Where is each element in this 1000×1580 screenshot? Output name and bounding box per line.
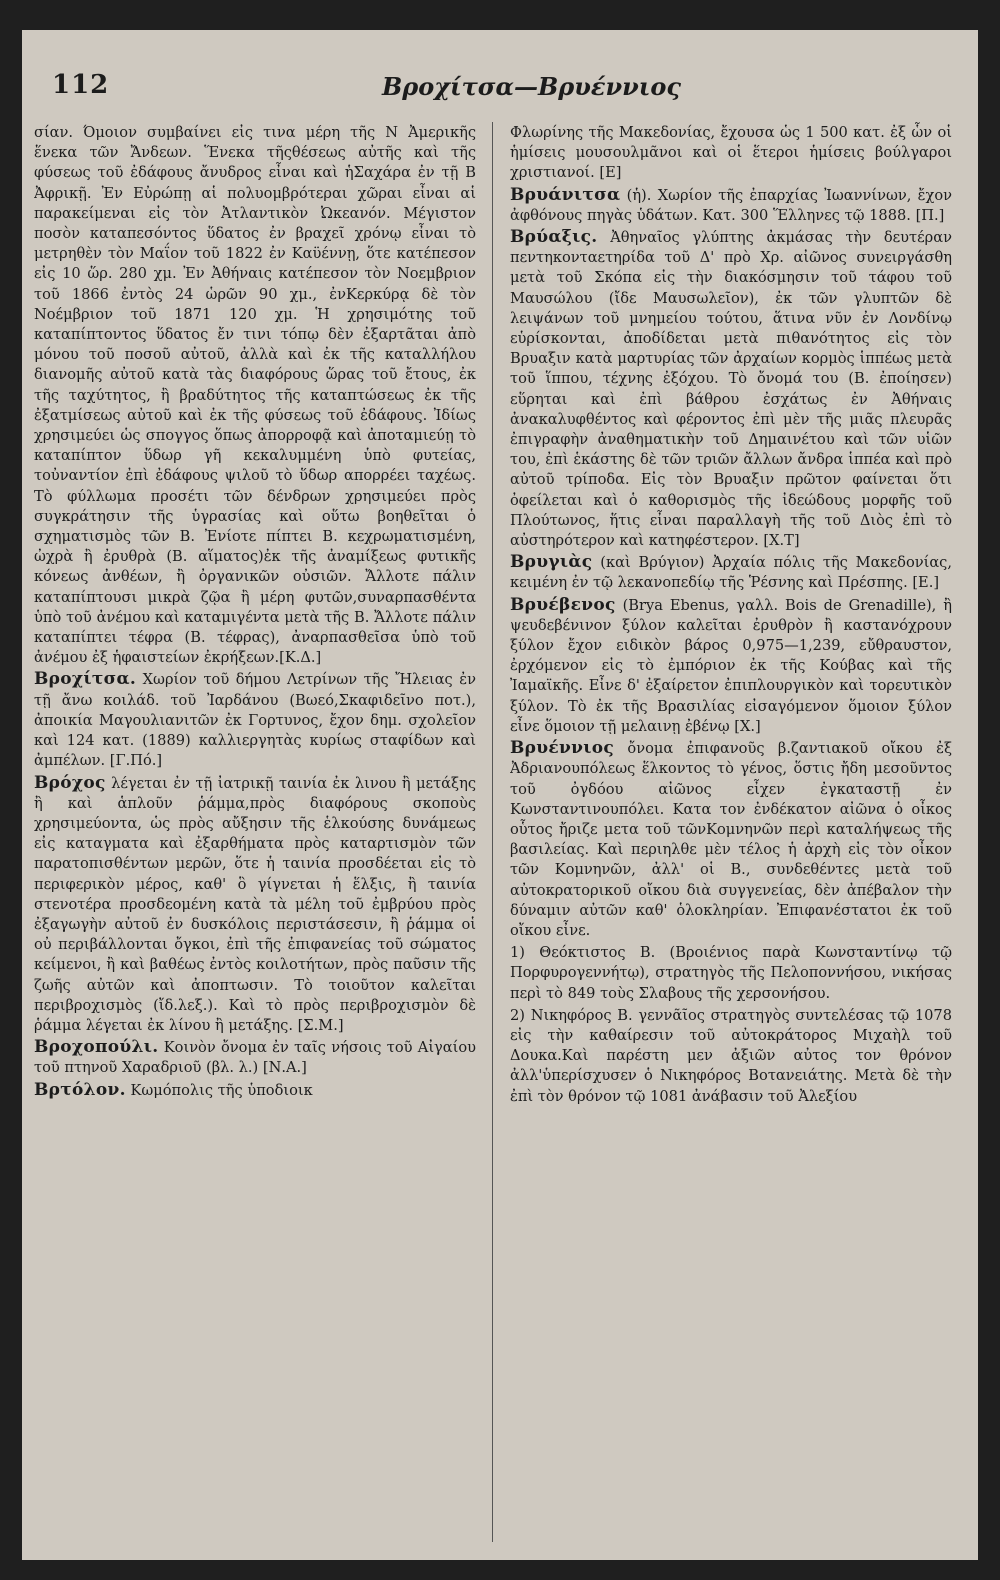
entry-headword: Βρόχος	[34, 772, 106, 793]
entry	[510, 227, 952, 551]
entry-text: σίαν. Όμοιον συμβαίνει εἰς τινα μέρη τῆς Ν Ἀμερικῆς ἕνεκα τῶν Ἄνδεων. Ἕνεκα τῆςθέσεως αὐτῆς καὶ τῆς φύσεως τοῦ ἐδάφους ἄνυδρος εἶναι καὶ ἡΣαχάρα ἐν τῇ Β Ἀφρικῇ. Ἐν Εὐρώπῃ αἱ πολυομβρότεραι χῶραι εἶναι αἱ παρακείμεναι εἰς τὸν Ἀτλαντικὸν Ὠκεανόν. Μέγιστον ποσὸν καταπεσόντος ὕδατος ἐν βραχεῖ χρόνῳ εἶναι τὸ μετρηθὲν τὸν Μαΐον τοῦ 1822 ἐν Καϋέννῃ, ὅτε κατέπεσον εἰς 10 ὥρ. 280 χμ. Ἐν Ἀθήναις κατέπεσον τὸν Νοεμβριον τοῦ 1866 ἐντὸς 24 ὡρῶν 90 χμ., ἐνΚερκύρᾳ δὲ τὸν Νοέμβριον τοῦ 1871 120 χμ. Ἡ χρησιμότης τοῦ καταπίπτοντος ὕδατος ἔν τινι τόπῳ δὲν ἐξαρτᾶται ἀπὸ μόνου τοῦ ποσοῦ αὐτοῦ, ἀλλὰ καὶ ἐκ τῆς καταλλήλου διανομῆς αὐτοῦ κατὰ τὰς διαφόρους ὥρας τοῦ ἔτους, ἐκ τῆς ταχύτητος, ἢ βραδύτητος τῆς καταπτώσεως ἐκ τῆς ἐξατμίσεως αὐτοῦ καὶ ἐκ τῆς φύσεως τοῦ ἐδάφους. Ἰδίως χρησιμεύει ὡς σπογγος ὅπως ἀπορροφᾷ καὶ ἀποταμιεύῃ τὸ καταπίπτον ὕδωρ γῆ κεκαλυμμένη ὑπὸ φυτείας, τοὐναντίον ἐπὶ ἐδάφους ψιλοῦ τὸ ὕδωρ απορρέει ταχέως. Τὸ φύλλωμα προσέτι τῶν δένδρων χρησιμεύει πρὸς συγκράτησιν τῆς ὑγρασίας καὶ οὕτω βοηθεῖται ὁ σχηματισμὸς τῶν Β. Ἐνίοτε πίπτει Β. κεχρωματισμένη, ὠχρὰ ἢ ἐρυθρὰ (Β. αἵματος)ἐκ τῆς ἀναμίξεως φυτικῆς κόνεως ἀνθέων, ἢ ὀργανικῶν οὐσιῶν. Ἄλλοτε πάλιν καταπίπτουσι μικρὰ ζῷα ἢ μέρη φυτῶν,συναρπασθέντα ὑπὸ τοῦ ἀνέμου καὶ καταμιγέντα μετὰ τῆς Β. Ἄλλοτε πάλιν καταπίπτει τέφρα (Β. τέφρας), ἀναρπασθεῖσα ὑπὸ τοῦ ἀνέμου ἐξ ἡφαιστείων ἐκρήξεων.[Κ.Δ.]	[34, 124, 476, 667]
entry-text: Ἀθηναῖος γλύπτης ἀκμάσας τὴν δευτέραν πεντηκονταετηρίδα τοῦ Δ' πρὸ Χρ. αἰῶνος συνειργάσθη μετὰ τοῦ Σκόπα εἰς τὴν διακόσμησιν τοῦ τάφου τοῦ Μαυσώλου (ἴδε Μαυσωλεῖον), ἐκ τῶν γλυπτῶν δὲ λειψάνων τοῦ μνημείου τούτου, ἅτινα νῦν ἐν Λονδίνῳ εὑρίσκονται, ἀποδίδεται μετὰ πιθανότητος εἰς τὸν Βρυαξιν κατὰ μαρτυρίας τῶν ἀρχαίων κορμὸς ἱππέως μετὰ τοῦ ἵππου, τέχνης ἐξόχου. Τὸ ὄνομά του (Β. ἐποίησεν) εὕρηται καὶ ἐπὶ βάθρου ἐσχάτως ἐν Ἀθήναις ἀνακαλυφθέντος καὶ φέροντος ἐπὶ μὲν τῆς μιᾶς πλευρᾶς ἐπιγραφὴν ἀναθηματικὴν τοῦ Δημαινέτου καὶ τῶν υἱῶν του, ἐπὶ ἑκάστης δὲ τῶν τριῶν ἄλλων ἄνδρα ἱππέα καὶ πρὸ αὐτοῦ τρίποδα. Εἰς τὸν Βρυαξιν πρῶτον φαίνεται ὅτι ὀφείλεται καὶ ὁ καθορισμὸς τῆς ἰδεώδους μορφῆς τοῦ Πλούτωνος, ἥτις εἶναι παραλλαγὴ τῆς τοῦ Διὸς ἐπὶ τὸ αὐστηρότερον καὶ κατηφέστερον. [Χ.Τ]	[510, 229, 952, 550]
entry-text: (καὶ Βρύγιον) Ἀρχαία πόλις τῆς Μακεδονίας, κειμένη ἐν τῷ λεκανοπεδίῳ τῆς Ῥέσνης καὶ Πρέσπης. [Ε.]	[510, 554, 952, 592]
entry-text: 1) Θεόκτιστος Β. (Βροιένιος παρὰ Κωνσταντίνῳ τῷ Πορφυρογεννήτῳ), στρατηγὸς τῆς Πελοποννήσου, νικήσας περὶ τὸ 849 τοὺς Σλαβους τῆς χερσονήσου.	[510, 944, 952, 1002]
entry	[510, 942, 952, 1004]
column-rule	[492, 122, 493, 1542]
entry	[510, 738, 952, 941]
entry-headword: Βρυγιὰς	[510, 552, 593, 573]
entry-text: Χωρίον τοῦ δήμου Λετρίνων τῆς Ἤλειας ἐν τῇ ἄνω κοιλάδ. τοῦ Ἰαρδάνου (Βωεό,Σκαφιδεῖνο ποτ.), ἀποικία Μαγουλιανιτῶν ἐκ Γορτυνος, ἔχον δημ. σχολεῖον καὶ 124 κατ. (1889) καλλιεργητὰς κυρίως σταφίδων καὶ ἀμπέλων. [Γ.Πό.]	[34, 671, 476, 770]
entry-headword: Βρυάνιτσα	[510, 184, 621, 205]
entry	[34, 773, 476, 1037]
entry-text: λέγεται ἐν τῇ ἰατρικῇ ταινία ἐκ λινου ἢ μετάξης ἢ καὶ ἁπλοῦν ῥάμμα,πρὸς διαφόρους σκοποὺς χρησιμεύοντα, ὡς πρὸς αὔξησιν τῆς ἑλκούσης δυνάμεως εἰς καταγματα καὶ ἐξαρθήματα πρὸς καταρτισμὸν τῶν παρατοπισθέντων μερῶν, ὅτε ἡ ταινία προσδέεται εἰς τὸ περιφερικὸν μέρος, καθ' ὃ γίγνεται ἡ ἕλξις, ἢ ταινία στενοτέρα προσδεομένη κατὰ τὰ μέλη τοῦ ἐμβρύου πρὸς ἐξαγωγὴν αὐτοῦ ἐν δυσκόλοις περιστάσεσιν, ἢ ῥάμμα οἱ οὐ περιβάλλονται ὄγκοι, ἐπὶ τῆς ἐπιφανείας τοῦ σώματος κείμενοι, ἢ καὶ βαθέως ἐντὸς κοιλοτήτων, πρὸς παῦσιν τῆς ζωῆς αὐτῶν καὶ ἀποπτωσιν. Τὸ τοιοῦτον καλεῖται περιβροχισμὸς (ἴδ.λεξ.). Καὶ τὸ πρὸς περιβροχισμὸν δὲ ῥάμμα λέγεται ἐκ λίνου ἢ μετάξης. [Σ.Μ.]	[34, 774, 476, 1034]
entry	[510, 595, 952, 737]
page-header	[22, 70, 978, 110]
entry-text: 2) Νικηφόρος Β. γεννᾶῖος στρατηγὸς συντελέσας τῷ 1078 εἰς τὴν καθαίρεσιν τοῦ αὐτοκράτορος Μιχαὴλ τοῦ Δουκα.Καὶ παρέστη μεν ἀξιῶν αὐτος τον θρόνον ἀλλ'ὑπερίσχυσεν ὁ Νικηφόρος Βοτανειάτης. Μετὰ δὲ τὴν ἐπὶ τὸν θρόνον τῷ 1081 ἀνάβασιν τοῦ Ἀλεξίου	[510, 1006, 952, 1105]
entry	[34, 669, 476, 771]
entry-text: (Brya Ebenus, γαλλ. Bois de Grenadille), ἢ ψευδεβένινον ξύλον καλεῖται ἐρυθρὸν ἢ καστανόχρουν ξύλον ἔχον ειδικὸν βάρος 0,975—1,239, εὔθραυστον, ἐρχόμενον εἰς τὸ ἐμπόριον ἐκ τῆς Κούβας καὶ τῆς Ἰαμαϊκῆς. Εἶνε δ' ἐξαίρετον ἐπιπλουργικὸν καὶ τορευτικὸν ξύλον. Τὸ ἐκ τῆς Βρασιλίας εἰσαγόμενον ὅμοιον ξύλον εἶνε ὅμοιον τῇ μελαινῃ ἐβένῳ [Χ.]	[510, 596, 952, 735]
entry-text: Φλωρίνης τῆς Μακεδονίας, ἔχουσα ὡς 1 500 κατ. ἐξ ὧν οἱ ἡμίσεις μουσουλμᾶνοι καὶ οἱ ἕτεροι ἡμίσεις βούλγαροι χριστιανοί. [Ε]	[510, 124, 952, 182]
entry-headword: Βροχίτσα.	[34, 669, 137, 690]
entry-text: (ἡ). Χωρίον τῆς ἐπαρχίας Ἰωαννίνων, ἔχον ἀφθόνους πηγὰς ὑδάτων. Κατ. 300 Ἕλληνες τῷ 1888. [Π.]	[510, 186, 952, 224]
entry-headword: Βρυέννιος	[510, 738, 615, 759]
entry	[34, 1037, 476, 1078]
dictionary-page	[22, 30, 978, 1560]
entry	[510, 185, 952, 226]
entry	[510, 122, 952, 184]
entry-text: Κοινὸν ὄνομα ἐν ταῖς νήσοις τοῦ Αἰγαίου τοῦ πτηνοῦ Χαραδριοῦ (βλ. λ.) [Ν.Α.]	[34, 1039, 476, 1077]
entry-headword: Βρυέβενος	[510, 594, 616, 615]
running-head: Βροχίτσα—Βρυέννιος	[382, 72, 681, 101]
entry	[34, 1080, 476, 1101]
page-number: 112	[52, 70, 110, 100]
entry	[510, 552, 952, 593]
entry-text: ὄνομα ἐπιφανοῦς β.ζαντιακοῦ οἴκου ἐξ Ἀδριανουπόλεως ἕλκοντος τὸ γένος, ὅστις ἤδη μεσοῦντος τοῦ ὀγδόου αἰῶνος εἶχεν ἐγκαταστῇ ἐν Κωνσταντινουπόλει. Κατα τον ἐνδέκατον αἰῶνα ὁ οἶκος οὗτος ἤριζε μετα τοῦ τῶνΚομνηνῶν περὶ καταλήψεως τῆς βασιλείας. Καὶ περιηλθε μὲν τέλος ἡ ἀρχὴ εἰς τὸν οἶκον τῶν Κομνηνῶν, ἀλλ' οἱ Β., συνδεθέντες μετὰ τοῦ αὐτοκρατορικοῦ οἴκου διὰ συγγενείας, δὲν ἀπέβαλον τὴν δύναμιν αὐτῶν καθ' ὁλοκληρίαν. Ἐπιφανέστατοι ἐκ τοῦ οἴκου εἶνε.	[510, 740, 952, 939]
entry-headword: Βρύαξις.	[510, 227, 598, 248]
right-column	[510, 122, 952, 1542]
left-column	[34, 122, 476, 1542]
entry	[510, 1005, 952, 1107]
entry-text: Κωμόπολις τῆς ὑποδιοικ	[125, 1081, 313, 1099]
entry	[34, 122, 476, 668]
entry-headword: Βρτόλον.	[34, 1079, 126, 1100]
entry-headword: Βροχοπούλι.	[34, 1037, 159, 1058]
